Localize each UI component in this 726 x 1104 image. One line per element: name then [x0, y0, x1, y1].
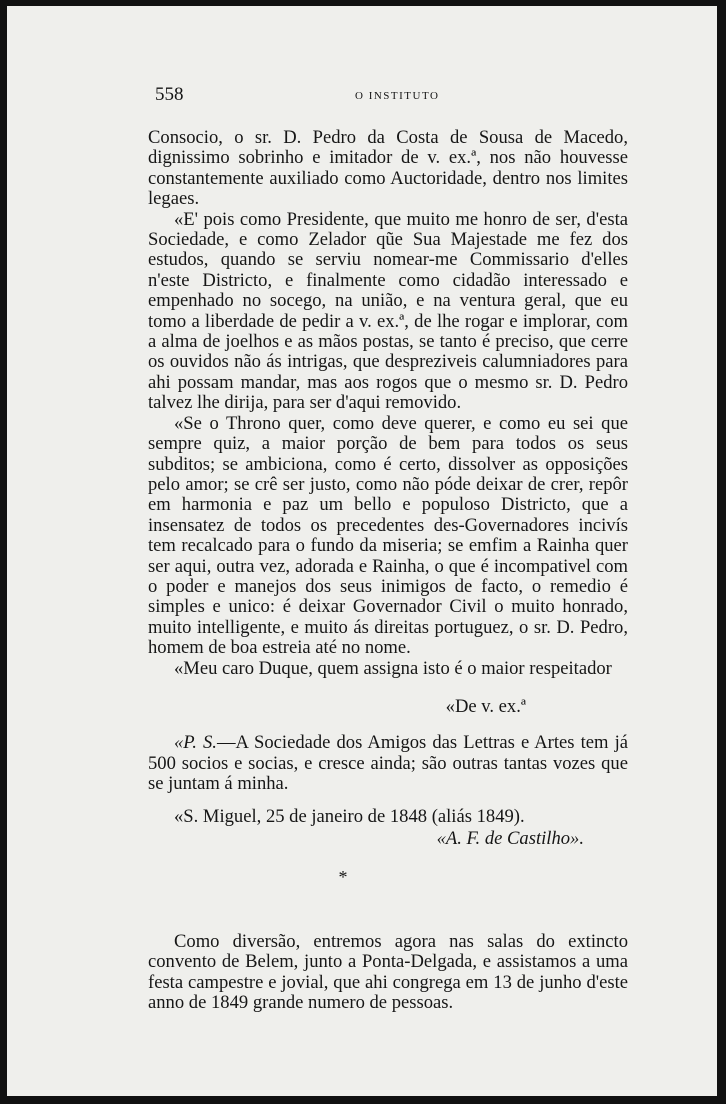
book-page: [7, 6, 717, 1096]
paragraph-2: «E' pois como Presidente, que muito me honro de ser, d'esta Sociedade, e como Zelador qũe Sua Majestade me fez dos estudos, quando se serviu nomear-me Commissario d'elles n'este Districto, e finalmente como cidadão interessado e empenhado no socego, na união, e na ventura geral, que eu tomo a liberdade de pedir a v. ex.ª, de lhe rogar e implorar, com a alma de joelhos e as mãos postas, se tanto é preciso, que cerre os ouvidos não ás intrigas, que despreziveis calumniadores para ahi possam mandar, mas aos rogos que o mesmo sr. D. Pedro talvez lhe dirija, para ser d'aqui removido.: [148, 208, 628, 414]
postscript-text: —A Sociedade dos Amigos das Lettras e Artes tem já 500 socios e socias, e cresce ainda; são outras tantas vozes que se juntam á minha.: [148, 732, 629, 795]
letter-closing: «De v. ex.ª: [445, 695, 526, 717]
dateline: «S. Miguel, 25 de janeiro de 1848 (aliás 1849).: [174, 805, 525, 827]
signature: «A. F. de Castilho».: [436, 828, 584, 849]
paragraph-1: Consocio, o sr. D. Pedro da Costa de Sousa de Macedo, dignissimo sobrinho e imitador de v. ex.ª, nos não houvesse constantemente auxiliado como Auctoridade, dentro nos limites legaes.: [148, 127, 628, 210]
postscript: [148, 733, 628, 794]
paragraph-4: «Meu caro Duque, quem assigna isto é o maior respeitador: [174, 657, 612, 679]
tail-paragraph: Como diversão, entremos agora nas salas do extincto convento de Belem, junto a Ponta-Delgada, e assistamos a uma festa campestre e jovial, que ahi congrega em 13 de junho d'este anno de 1849 grande numero de pessoas.: [148, 930, 628, 1014]
running-title: O INSTITUTO: [355, 90, 440, 102]
postscript-label: «P. S.: [174, 732, 217, 754]
body-text: [148, 128, 628, 1013]
paragraph-3: «Se o Throno quer, como deve querer, e como eu sei que sempre quiz, a maior porção de bem para todos os seus subditos; se ambiciona, como é certo, dissolver as opposições pelo amor; se crê ser justo, como não póde deixar de crer, repôr em harmonia e paz um bello e populoso Districto, que a insensatez de todos os precedentes des-Governadores incivís tem recalcado para o fundo da miseria; se emfim a Rainha quer ser aqui, outra vez, adorada e Rainha, o que é incompativel com o poder e manejos dos seus inimigos de facto, o remedio é simples e unico: é deixar Governador Civil o muito honrado, muito intelligente, e muito ás direitas portuguez, o sr. D. Pedro, homem de boa estreia até no nome.: [148, 412, 628, 659]
page-header: [155, 84, 635, 108]
page-number: 558: [155, 84, 184, 105]
asterism: *: [338, 867, 348, 888]
